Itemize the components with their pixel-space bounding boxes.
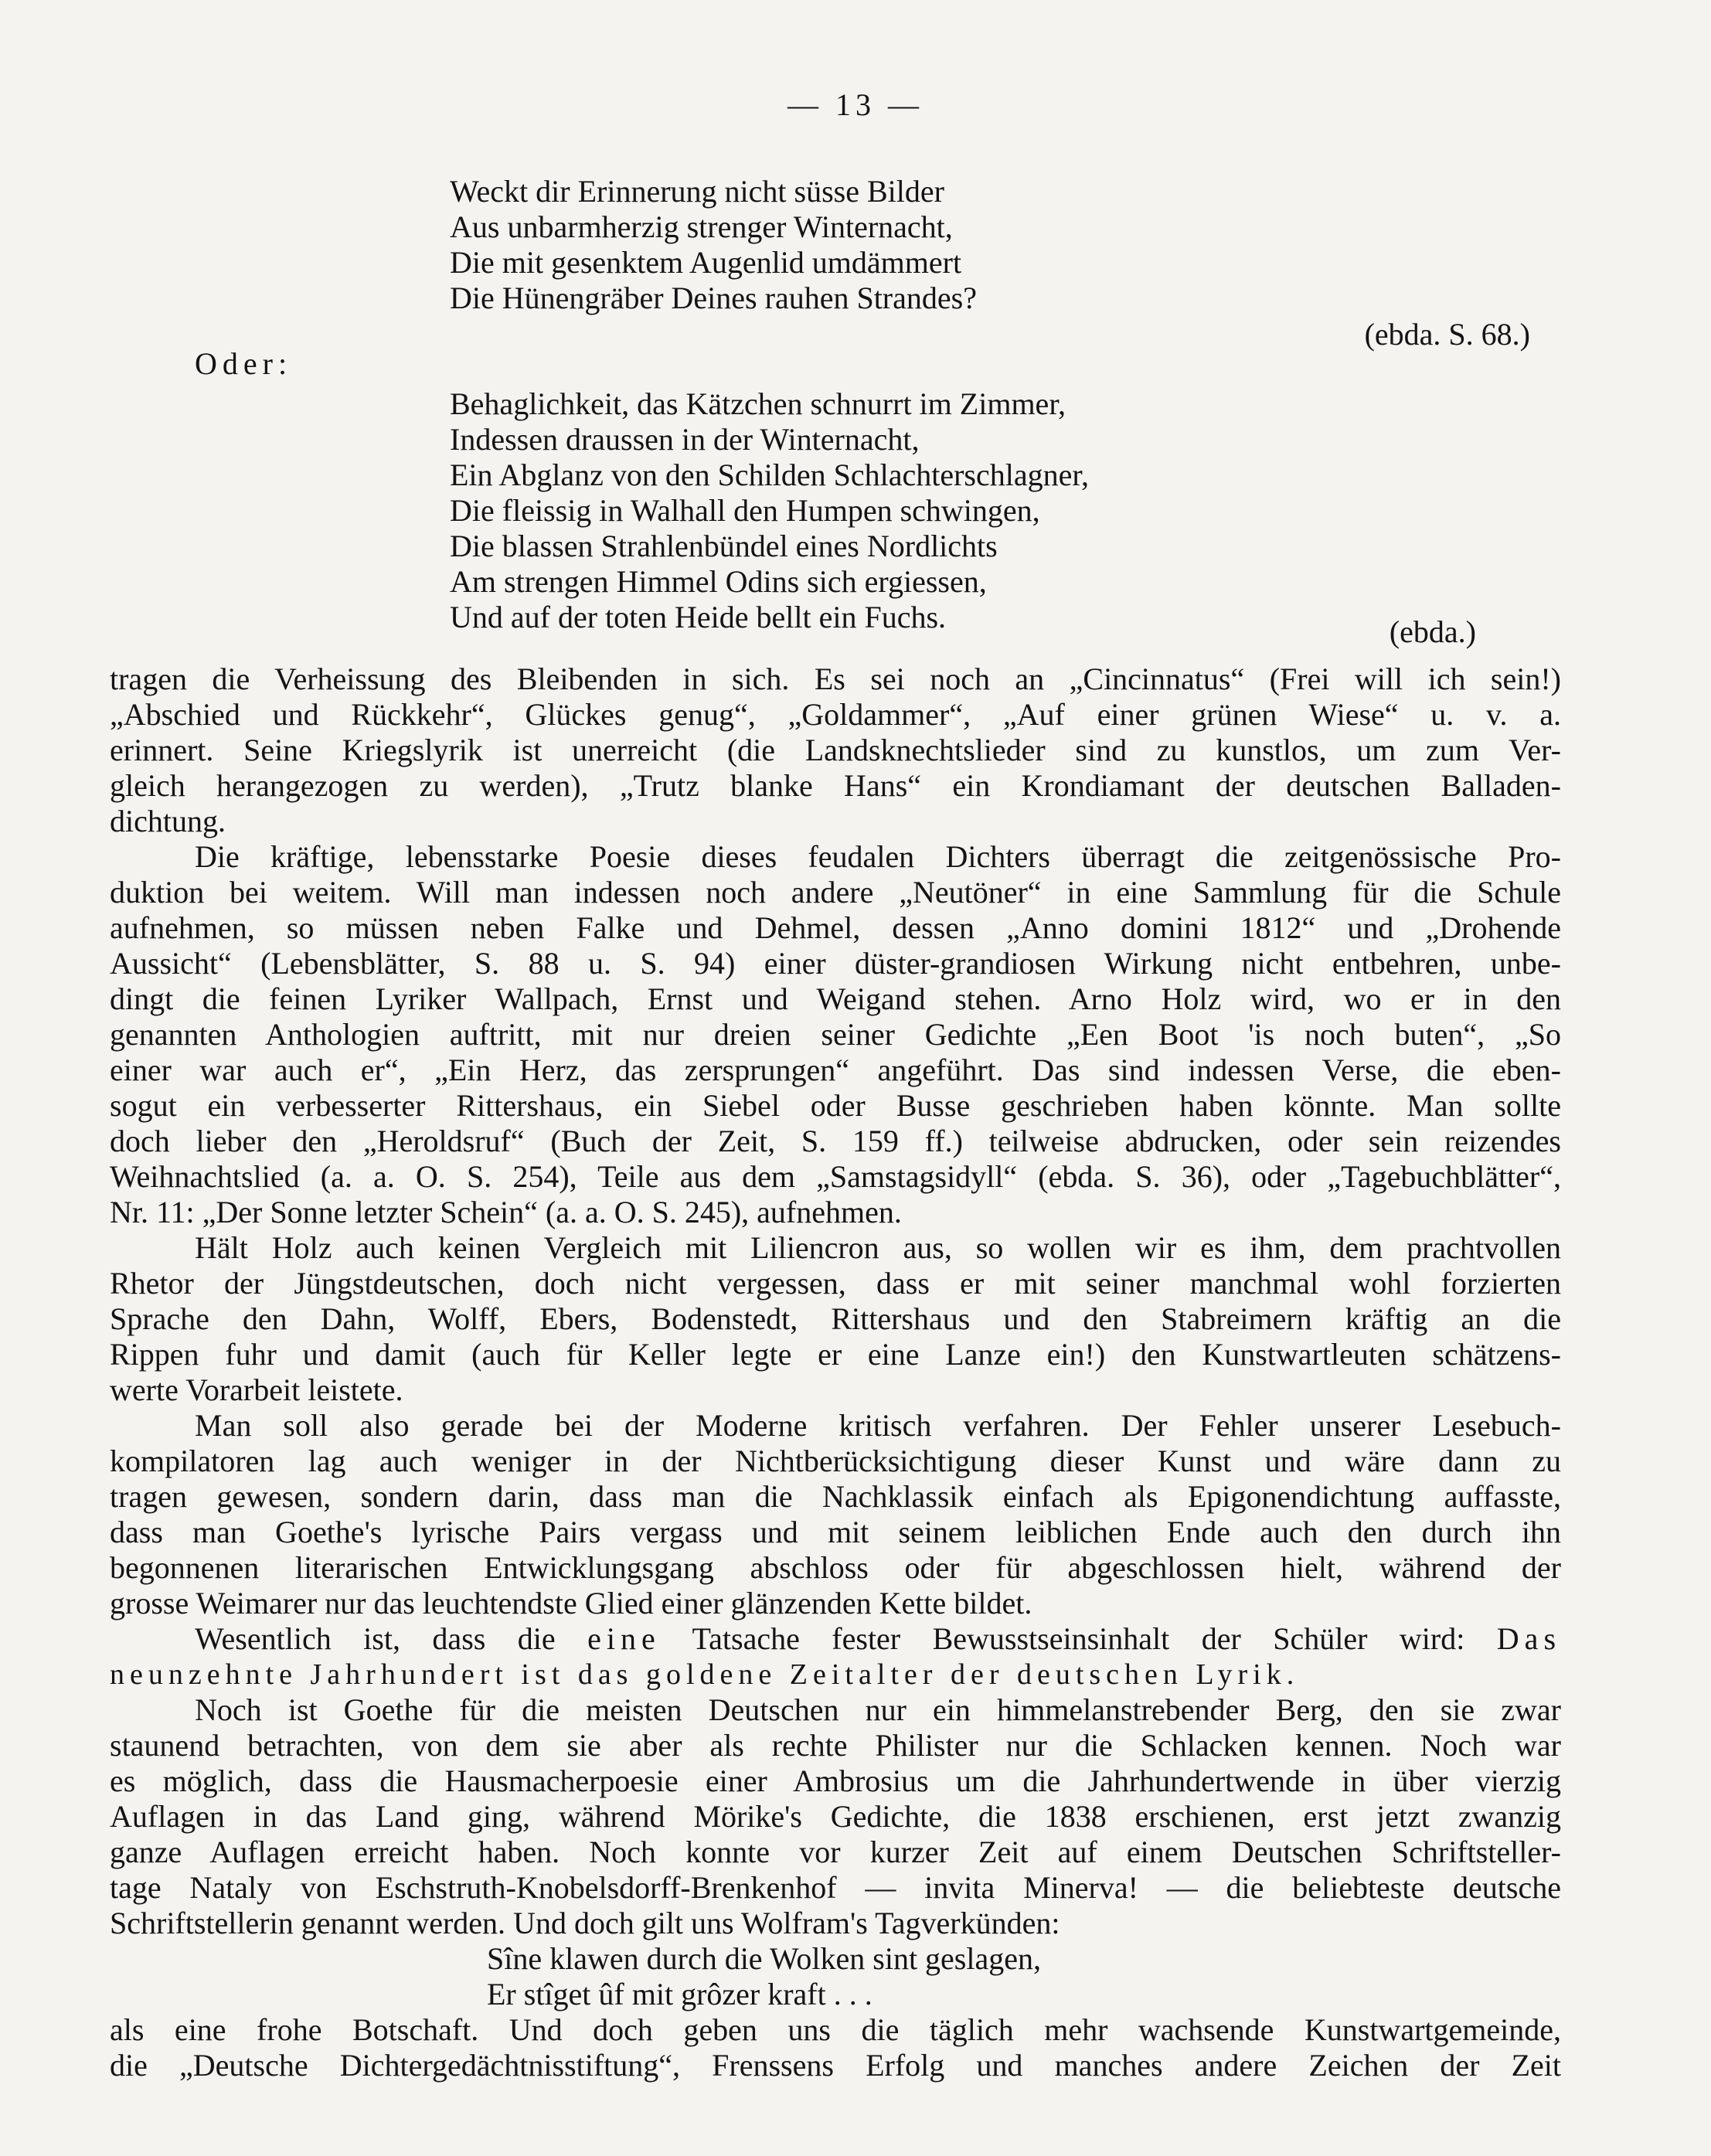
para1-line: dichtung. <box>110 804 226 838</box>
para3-line: werte Vorarbeit leistete. <box>110 1372 403 1407</box>
para6-line: ganze Auflagen erreicht haben. Noch konnte vor kurzer Zeit auf einem Deutschen Schriftsteller- <box>110 1835 1561 1869</box>
para2-line: aufnehmen, so müssen neben Falke und Dehmel, dessen „Anno domini 1812“ und „Drohende <box>110 910 1561 945</box>
poem2-citation: (ebda.) <box>1389 614 1476 649</box>
poem2-line: Behaglichkeit, das Kätzchen schnurrt im Zimmer, <box>450 386 1066 421</box>
para4-line: dass man Goethe's lyrische Pairs vergass und mit seinem leiblichen Ende auch den durch ihn <box>110 1515 1561 1549</box>
para4-line: grosse Weimarer nur das leuchtendste Glied einer glänzenden Kette bildet. <box>110 1586 1032 1620</box>
para3-line: Rhetor der Jüngstdeutschen, doch nicht vergessen, dass er mit seiner manchmal wohl forzierten <box>110 1266 1561 1301</box>
para5-emphasis: eine <box>587 1621 661 1656</box>
para2-line: duktion bei weitem. Will man indessen noch andere „Neutöner“ in eine Sammlung für die Schule <box>110 875 1561 910</box>
para2-line: Die kräftige, lebensstarke Poesie dieses feudalen Dichters überragt die zeitgenössische Pro- <box>195 839 1561 874</box>
para2-line: dingt die feinen Lyriker Wallpach, Ernst und Weigand stehen. Arno Holz wird, wo er in den <box>110 981 1561 1016</box>
para7-line: als eine frohe Botschaft. Und doch geben uns die täglich mehr wachsende Kunstwartgemeinde, <box>110 2012 1561 2047</box>
para2-line: Nr. 11: „Der Sonne letzter Schein“ (a. a. O. S. 245), aufnehmen. <box>110 1195 902 1229</box>
para3-line: Sprache den Dahn, Wolff, Ebers, Bodenstedt, Rittershaus und den Stabreimern kräftig an die <box>110 1301 1561 1336</box>
para1-line: gleich herangezogen zu werden), „Trutz blanke Hans“ ein Krondiamant der deutschen Balladen- <box>110 768 1561 803</box>
poem2-line: Indessen draussen in der Winternacht, <box>450 422 920 457</box>
para2-line: einer war auch er“, „Ein Herz, das zersprungen“ angeführt. Das sind indessen Verse, die eben- <box>110 1052 1561 1087</box>
poem1-line: Die Hünengräber Deines rauhen Strandes? <box>450 281 977 315</box>
para6-line: Auflagen in das Land ging, während Mörike's Gedichte, die 1838 erschienen, erst jetzt zwanzig <box>110 1799 1561 1834</box>
para3-line: Hält Holz auch keinen Vergleich mit Liliencron aus, so wollen wir es ihm, dem prachtvollen <box>195 1230 1561 1265</box>
poem1-line: Die mit gesenktem Augenlid umdämmert <box>450 245 962 280</box>
quote-line: Er stîget ûf mit grôzer kraft . . . <box>487 1977 873 2011</box>
para4-line: kompilatoren lag auch weniger in der Nichtberücksichtigung dieser Kunst und wäre dann zu <box>110 1444 1561 1478</box>
para5-emphasis-line: neunzehnte Jahrhundert ist das goldene Zeitalter der deutschen Lyrik. <box>110 1658 1300 1691</box>
page-number: — 13 — <box>787 87 924 122</box>
para6-line: staunend betrachten, von dem sie aber als rechte Philister nur die Schlacken kennen. Noch war <box>110 1728 1561 1763</box>
para2-line: Weihnachtslied (a. a. O. S. 254), Teile aus dem „Samstagsidyll“ (ebda. S. 36), oder „Tagebuchblätter“, <box>110 1159 1561 1194</box>
para6-line: Noch ist Goethe für die meisten Deutschen nur ein himmelanstrebender Berg, den sie zwar <box>195 1692 1561 1727</box>
para2-line: Aussicht“ (Lebensblätter, S. 88 u. S. 94) einer düster-grandiosen Wirkung nicht entbehren, unbe- <box>110 946 1561 981</box>
para4-line: Man soll also gerade bei der Moderne kritisch verfahren. Der Fehler unserer Lesebuch- <box>195 1408 1561 1443</box>
para7-line: die „Deutsche Dichtergedächtnisstiftung“, Frenssens Erfolg und manches andere Zeichen der Zeit <box>110 2048 1561 2083</box>
para2-line: sogut ein verbesserter Rittershaus, ein Siebel oder Busse geschrieben haben könnte. Man sollte <box>110 1088 1561 1123</box>
poem1-line: Weckt dir Erinnerung nicht süsse Bilder <box>450 174 944 209</box>
para2-line: doch lieber den „Heroldsruf“ (Buch der Zeit, S. 159 ff.) teilweise abdrucken, oder sein reizendes <box>110 1124 1561 1158</box>
poem1-citation: (ebda. S. 68.) <box>1364 317 1530 352</box>
para1-line: „Abschied und Rückkehr“, Glückes genug“, „Goldammer“, „Auf einer grünen Wiese“ u. v. a. <box>110 697 1561 732</box>
para5-emphasis: Das <box>1496 1621 1562 1656</box>
para5-text: Tatsache fester Bewusstseinsinhalt der Schüler wird: <box>692 1621 1465 1656</box>
para5-line <box>195 1621 1561 1657</box>
para1-line: erinnert. Seine Kriegslyrik ist unerreicht (die Landsknechtslieder sind zu kunstlos, um zum Ver- <box>110 733 1561 767</box>
para6-line: tage Nataly von Eschstruth-Knobelsdorff-Brenkenhof — invita Minerva! — die beliebteste deutsche <box>110 1870 1561 1905</box>
poem1-line: Aus unbarmherzig strenger Winternacht, <box>450 209 953 244</box>
para5-text: Wesentlich ist, dass die <box>195 1621 556 1656</box>
para1-line: tragen die Verheissung des Bleibenden in sich. Es sei noch an „Cincinnatus“ (Frei will ich sein!) <box>110 661 1561 696</box>
poem2-line: Ein Abglanz von den Schilden Schlachterschlagner, <box>450 457 1090 492</box>
para4-line: begonnenen literarischen Entwicklungsgang abschloss oder für abgeschlossen hielt, während der <box>110 1550 1561 1585</box>
quote-line: Sîne klawen durch die Wolken sint geslagen, <box>487 1941 1041 1976</box>
poem2-line: Und auf der toten Heide bellt ein Fuchs. <box>450 600 947 634</box>
poem2-line: Am strengen Himmel Odins sich ergiessen, <box>450 564 987 599</box>
poem2-line: Die fleissig in Walhall den Humpen schwingen, <box>450 493 1040 528</box>
para3-line: Rippen fuhr und damit (auch für Keller legte er eine Lanze ein!) den Kunstwartleuten schätzens- <box>110 1337 1561 1372</box>
oder-label: Oder: <box>195 346 293 381</box>
poem2-line: Die blassen Strahlenbündel eines Nordlichts <box>450 529 998 563</box>
para2-line: genannten Anthologien auftritt, mit nur dreien seiner Gedichte „Een Boot 'is noch buten“, „So <box>110 1017 1561 1052</box>
para6-line: Schriftstellerin genannt werden. Und doch gilt uns Wolfram's Tagverkünden: <box>110 1906 1060 1940</box>
para6-line: es möglich, dass die Hausmacherpoesie einer Ambrosius um die Jahrhundertwende in über vierzig <box>110 1763 1561 1798</box>
para4-line: tragen gewesen, sondern darin, dass man die Nachklassik einfach als Epigonendichtung auffasste, <box>110 1479 1561 1514</box>
